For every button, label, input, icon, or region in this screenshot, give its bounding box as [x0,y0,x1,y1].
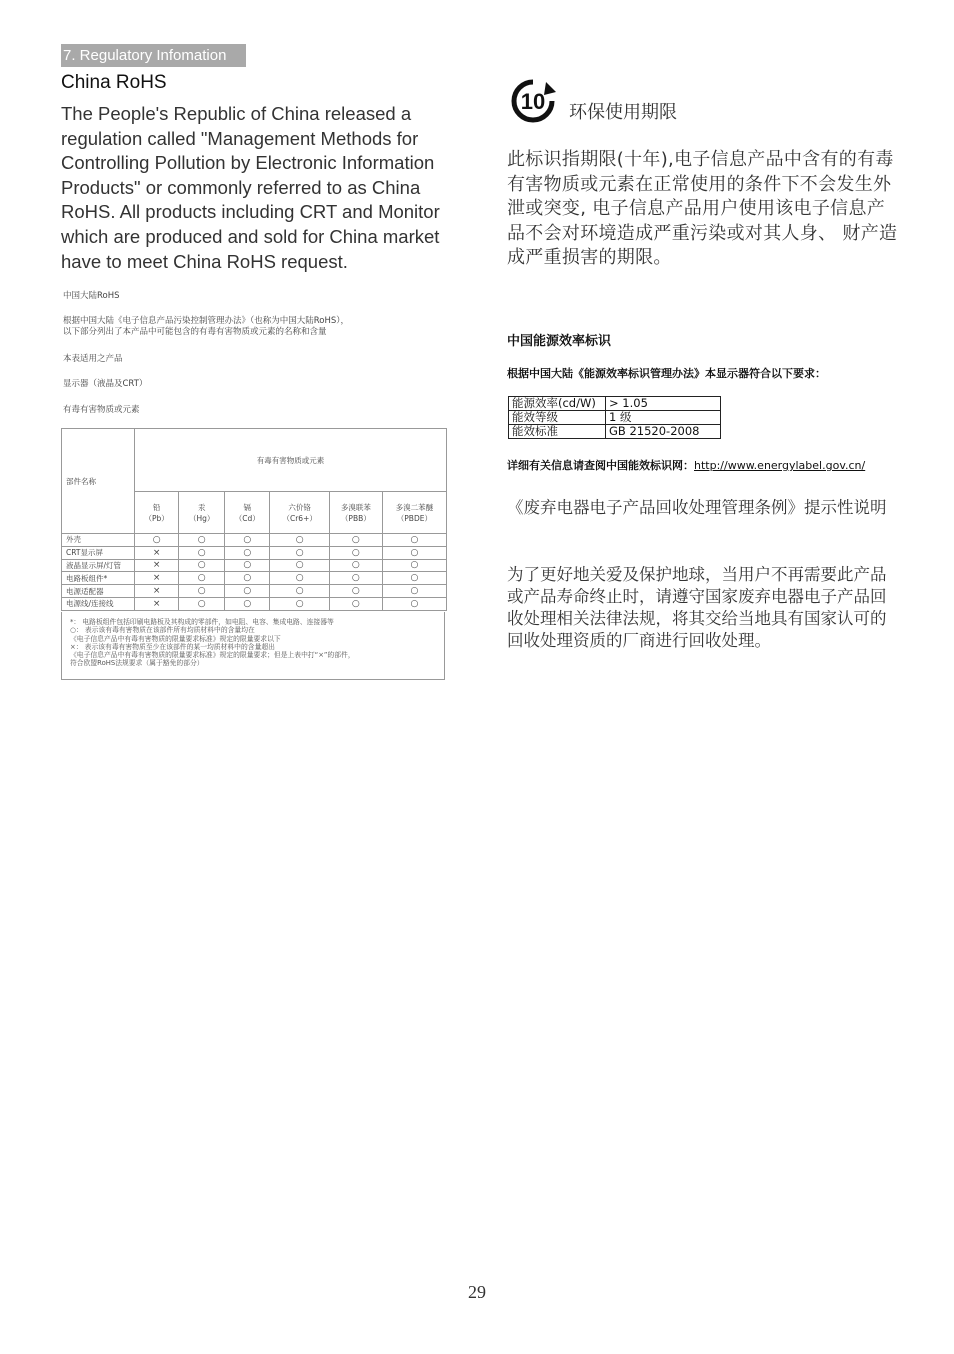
energy-value: GB 21520-2008 [606,425,721,439]
substance-value: ○ [382,559,446,572]
efup-title: 环保使用期限 [569,102,677,123]
applies-label: 本表适用之产品 [63,354,123,364]
note-line: 《电子信息产品中有毒有害物质的限量要求标准》规定的限量要求；但是上表中打“×”的部件， [70,651,355,660]
note-line: 符合欧盟RoHS法规要求（属于豁免的部分） [70,659,204,668]
substance-value: ○ [135,534,179,547]
rohs-description-line-1: 根据中国大陆《电子信息产品污染控制管理办法》（也称为中国大陆RoHS）， [63,316,350,326]
substance-value: ○ [382,597,446,610]
note-line: ×： 表示该有毒有害物质至少在该部件的某一均质材料中的含量超出 [70,642,275,651]
waste-regulation-title: 《废弃电器电子产品回收处理管理条例》提示性说明 [507,498,887,517]
substance-column-header [382,492,446,534]
substance-value: ○ [225,597,270,610]
substance-column-header [225,492,270,534]
section-header: 7. Regulatory Infomation [61,44,246,67]
table-row [62,597,447,610]
efup-10-year-icon [508,78,558,124]
substance-value: ○ [329,585,382,598]
product-label: 显示器（液晶及CRT） [63,379,148,389]
substance-value: ○ [179,559,225,572]
waste-regulation-body: 为了更好地关爱及保护地球，当用户不再需要此产品或产品寿命终止时，请遵守国家废弃电器电子产品回收处理相关法律法规，将其交给当地具有国家认可的回收处理资质的厂商进行回收处理。 [507,565,887,650]
table-row [509,397,721,411]
substance-name: 多溴联苯 [340,502,371,512]
substance-value: ○ [270,597,329,610]
substance-column-header [329,492,382,534]
substance-value: ○ [329,546,382,559]
table-row [62,546,447,559]
part-name: CRT显示屏 [62,546,135,559]
part-name: 外壳 [62,534,135,547]
part-name: 电源适配器 [62,585,135,598]
substance-value: ○ [329,572,382,585]
energy-label-link[interactable]: http://www.energylabel.gov.cn/ [694,459,866,472]
substance-name: 多溴二苯醚 [395,502,434,512]
substance-name: 汞 [197,502,206,512]
substance-value: × [135,559,179,572]
substance-value: ○ [382,534,446,547]
note-line: 《电子信息产品中有毒有害物质的限量要求标准》规定的限量要求以下 [70,634,281,643]
substance-value: ○ [179,546,225,559]
substance-column-header [270,492,329,534]
table-row [62,585,447,598]
energy-label: 能效标准 [509,425,606,439]
substances-group-header: 有毒有害物质或元素 [135,429,447,492]
substance-value: ○ [225,534,270,547]
table-row [509,411,721,425]
substance-value: ○ [225,572,270,585]
part-header: 部件名称 [62,429,135,534]
efup-description: 此标识指期限(十年),电子信息产品中含有的有毒有害物质或元素在正常使用的条件下不会发生外泄或突变, 电子信息产品用户使用该电子信息产品不会对环境造成严重污染或对其人身、 财产造成严重损害的期限。 [507,149,898,268]
energy-value: 1 级 [606,411,721,425]
substance-symbol: （Pb） [144,513,169,523]
substance-value: ○ [225,559,270,572]
rohs-description-line-2: 以下部分列出了本产品中可能包含的有毒有害物质或元素的名称和含量 [63,327,327,337]
energy-efficiency-table [508,396,721,439]
table-row [509,425,721,439]
energy-label: 能效等级 [509,411,606,425]
energy-label: 能源效率(cd/W) [509,397,606,411]
substance-name: 铅 [152,502,161,512]
table-row [62,572,447,585]
substance-value: ○ [270,534,329,547]
energy-label-description: 根据中国大陆《能源效率标识管理办法》本显示器符合以下要求： [507,367,826,380]
substance-symbol: （PBB） [340,513,371,523]
substance-column-header [179,492,225,534]
substance-value: ○ [179,534,225,547]
substance-column-header [135,492,179,534]
substance-value: ○ [329,597,382,610]
substance-value: ○ [179,597,225,610]
part-name: 电路板组件* [62,572,135,585]
substance-symbol: （Cd） [234,513,260,523]
substance-value: ○ [382,572,446,585]
page-title: China RoHS [61,72,167,93]
substance-value: ○ [270,559,329,572]
energy-link-prefix: 详细有关信息请查阅中国能效标识网： [507,459,694,472]
substance-value: ○ [225,585,270,598]
rohs-label: 中国大陆RoHS [63,291,120,301]
substance-value: ○ [179,585,225,598]
substance-symbol: （PBDE） [396,513,432,523]
substance-value: ○ [225,546,270,559]
note-line: ○： 表示该有毒有害物质在该部件所有均质材料中的含量均在 [70,626,255,635]
energy-label-title: 中国能源效率标识 [507,334,612,349]
substance-value: ○ [270,572,329,585]
table-row [62,559,447,572]
part-name: 电源线/连接线 [62,597,135,610]
substance-value: × [135,597,179,610]
substance-name: 镉 [243,502,252,512]
substance-value: ○ [179,572,225,585]
svg-text:10: 10 [520,89,546,114]
table-row [62,534,447,547]
substances-label: 有毒有害物质或元素 [63,405,140,415]
substance-value: × [135,546,179,559]
substance-value: ○ [329,534,382,547]
substance-value: ○ [270,546,329,559]
substance-name: 六价铬 [288,502,311,512]
energy-label-link-line [507,457,865,473]
substance-symbol: （Hg） [188,513,215,523]
substance-value: ○ [270,585,329,598]
table-notes [61,612,445,680]
substance-value: ○ [382,585,446,598]
substance-value: × [135,572,179,585]
part-name: 液晶显示屏/灯管 [62,559,135,572]
intro-paragraph: The People's Republic of China released a regulation called "Management Methods for Controlling Pollution by Electronic Information Products" or commonly referred to as China RoHS. All products including CRT and Monitor which are produced and sold for China market have to meet China RoHS request. [61,103,440,272]
substance-value: ○ [329,559,382,572]
page-number: 29 [468,1282,486,1302]
hazardous-substances-table [61,428,447,611]
substance-value: ○ [382,546,446,559]
energy-value: > 1.05 [606,397,721,411]
substance-value: × [135,585,179,598]
note-line: *： 电路板组件包括印刷电路板及其构成的零部件，如电阻、电容、集成电路、连接器等 [70,618,334,626]
substance-symbol: （Cr6+） [282,513,317,523]
